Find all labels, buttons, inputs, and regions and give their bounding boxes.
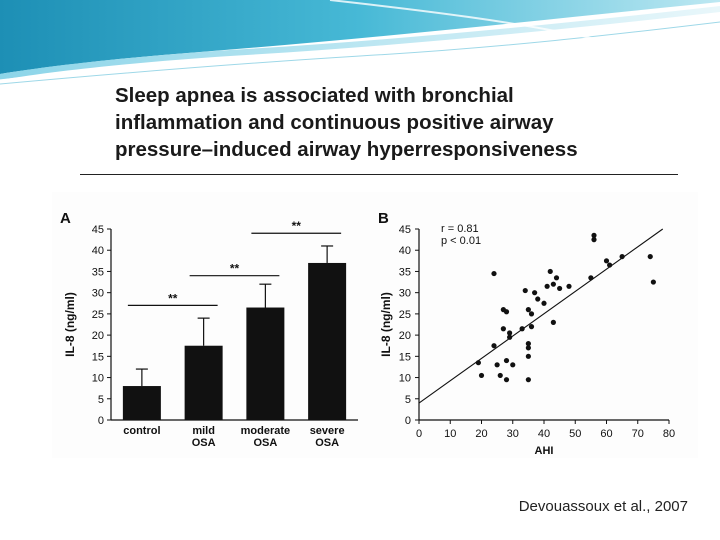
x-tick-label: 70 <box>631 428 644 440</box>
y-tick-label: 45 <box>398 224 411 236</box>
bar <box>246 308 284 420</box>
x-tick-label: 20 <box>475 428 488 440</box>
x-tick-label: 10 <box>444 428 457 440</box>
slide-title-line: pressure–induced airway hyperresponsiveness <box>115 138 578 161</box>
data-point <box>504 377 509 382</box>
x-tick-label: 60 <box>600 428 613 440</box>
data-point <box>495 362 500 367</box>
data-point <box>501 326 506 331</box>
x-tick-label: 30 <box>506 428 519 440</box>
y-tick-label: 25 <box>398 308 411 321</box>
data-point <box>479 373 484 378</box>
data-point <box>604 258 609 263</box>
data-point <box>491 271 496 276</box>
x-tick-label: 50 <box>569 428 582 440</box>
x-category-label: severe <box>309 425 345 437</box>
slide-title-line: inflammation and continuous positive airway <box>115 111 554 134</box>
y-tick-label: 10 <box>91 372 104 385</box>
y-tick-label: 30 <box>398 287 411 300</box>
data-point <box>476 360 481 365</box>
data-point <box>648 254 653 259</box>
bar <box>123 386 161 420</box>
data-point <box>607 262 612 267</box>
x-axis-label: AHI <box>534 445 554 457</box>
slide-title-line: Sleep apnea is associated with bronchial <box>115 84 514 107</box>
x-category-label: OSA <box>191 437 216 449</box>
y-tick-label: 45 <box>91 224 104 236</box>
significance-label: ** <box>229 261 240 276</box>
data-point <box>651 279 656 284</box>
data-point <box>551 282 556 287</box>
data-point <box>548 269 553 274</box>
x-tick-label: 0 <box>415 428 423 440</box>
panel-label-a: A <box>60 210 71 227</box>
data-point <box>532 290 537 295</box>
y-tick-label: 30 <box>91 287 104 300</box>
x-category-label: mild <box>192 425 215 437</box>
data-point <box>545 284 550 289</box>
citation: Devouassoux et al., 2007 <box>518 498 688 515</box>
data-point <box>566 284 571 289</box>
y-tick-label: 35 <box>91 266 104 279</box>
data-point <box>504 358 509 363</box>
bar <box>308 263 346 420</box>
significance-label: ** <box>168 291 178 306</box>
title-underline <box>80 174 678 175</box>
data-point <box>504 309 509 314</box>
bar <box>185 346 223 420</box>
data-point <box>520 326 525 331</box>
x-tick-label: 40 <box>537 428 551 440</box>
header-swoosh-decoration <box>0 0 720 90</box>
data-point <box>498 373 503 378</box>
y-tick-label: 40 <box>91 245 104 258</box>
y-axis-label: IL-8 (ng/ml) <box>379 292 393 357</box>
data-point <box>510 362 515 367</box>
panel-label-b: B <box>378 210 389 227</box>
y-tick-label: 10 <box>398 372 411 385</box>
data-point <box>529 324 534 329</box>
regression-line <box>419 229 663 403</box>
y-tick-label: 40 <box>398 245 411 258</box>
data-point <box>526 354 531 359</box>
data-point <box>554 275 559 280</box>
y-tick-label: 15 <box>91 351 104 364</box>
data-point <box>526 345 531 350</box>
data-point <box>551 320 556 325</box>
x-category-label: control <box>123 425 161 437</box>
y-tick-label: 20 <box>91 330 104 343</box>
x-tick-label: 80 <box>662 428 676 440</box>
data-point <box>588 275 593 280</box>
data-point <box>526 377 531 382</box>
data-point <box>523 288 528 293</box>
y-axis-label: IL-8 (ng/ml) <box>63 292 77 357</box>
x-category-label: OSA <box>315 437 340 449</box>
y-tick-label: 5 <box>404 393 411 406</box>
slide-title <box>115 82 680 163</box>
data-point <box>557 286 562 291</box>
data-point <box>491 343 496 348</box>
data-point <box>591 237 596 242</box>
data-point <box>620 254 625 259</box>
data-point <box>541 301 546 306</box>
y-tick-label: 0 <box>404 415 411 427</box>
y-tick-label: 5 <box>97 393 104 406</box>
stats-annotation: p < 0.01 <box>441 235 482 247</box>
data-point <box>535 296 540 301</box>
data-point <box>529 311 534 316</box>
y-tick-label: 25 <box>91 308 104 321</box>
x-category-label: OSA <box>253 437 278 449</box>
y-tick-label: 15 <box>398 351 411 364</box>
y-tick-label: 20 <box>398 330 411 343</box>
y-tick-label: 35 <box>398 266 411 279</box>
y-tick-label: 0 <box>97 415 104 427</box>
x-category-label: moderate <box>240 425 291 437</box>
figure-panels <box>52 192 698 458</box>
data-point <box>526 307 531 312</box>
significance-label: ** <box>291 219 301 234</box>
data-point <box>507 335 512 340</box>
stats-annotation: r = 0.81 <box>441 223 479 235</box>
